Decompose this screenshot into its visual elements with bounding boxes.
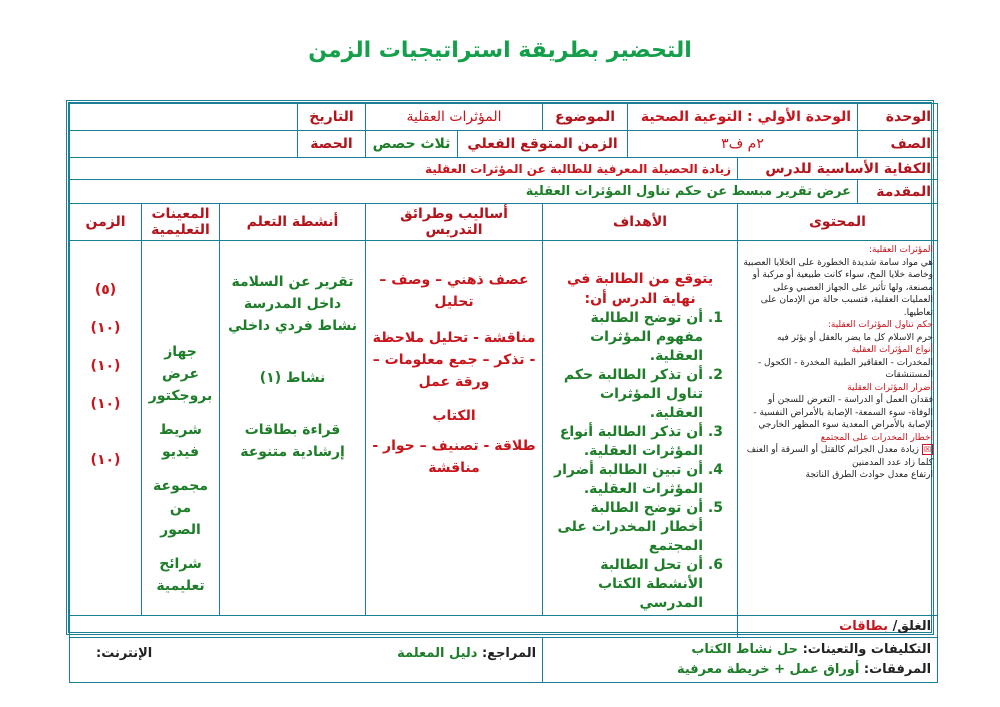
- time-value: (٥): [94, 282, 117, 298]
- header-goals: الأهداف: [543, 204, 738, 241]
- expected-time-label: الزمن المتوقع الفعلي: [458, 131, 628, 158]
- goal-item: 2. أن تذكر الطالبة حكم تناول المؤثرات العقلية.: [553, 366, 703, 423]
- aid-video: شريط فيديو: [159, 422, 202, 460]
- topic-value: المؤثرات العقلية: [366, 104, 543, 131]
- content-harms-text: فقدان العمل أو الدراسة - التعرض للسجن أو الوفاة- سوء السمعة- الإصابة بالأمراض النفسية - الإصابة بالأمراض المعدية سوء المظهر الخارجي: [753, 395, 934, 430]
- unit-value: الوحدة الأولي : التوعية الصحية: [628, 104, 858, 131]
- assignments-value: حل نشاط الكتاب: [691, 642, 799, 657]
- goal-item: 4. أن تبين الطالبة أضرار المؤثرات العقلية.: [553, 461, 703, 499]
- aid-pictures: مجموعة من الصور: [153, 478, 208, 538]
- closing-cell: [738, 616, 938, 638]
- footer-references-cell: [70, 638, 543, 683]
- content-mind-altering-title: المؤثرات العقلية:: [868, 245, 934, 255]
- content-types-text: المخدرات - العقاقير الطبية المخدرة - الكحول - المستنشقات: [757, 357, 934, 380]
- activity-cards: قراءة بطاقات إرشادية متنوعة: [240, 422, 345, 460]
- unit-label: الوحدة: [858, 104, 938, 131]
- grade-value: ٢م ف٣: [628, 131, 858, 158]
- footer-assignments-cell: [543, 638, 938, 683]
- references-group: [397, 644, 536, 664]
- closing-label: الغلق/: [892, 619, 932, 634]
- closing-row: [70, 616, 938, 638]
- activities-cell: [220, 241, 366, 616]
- page-title: التحضير بطريقة استراتيجيات الزمن: [308, 38, 692, 63]
- columns-header-row: [70, 204, 938, 241]
- goals-list: [549, 309, 731, 613]
- lesson-plan-table: [69, 103, 938, 683]
- header-content: المحتوى: [738, 204, 938, 241]
- grade-row: [70, 131, 938, 158]
- goal-item: 1. أن توضح الطالبة مفهوم المؤثرات العقلية.: [553, 309, 703, 366]
- topic-label: الموضوع: [543, 104, 628, 131]
- aid-slides: شرائح تعليمية: [156, 556, 205, 594]
- closing-value: بطاقات: [839, 619, 889, 634]
- goal-item: 6. أن تحل الطالبة الأنشطة الكتاب المدرسي: [553, 556, 703, 613]
- content-ruling-text: حرم الاسلام كل ما يضر بالعقل أو يؤثر فيه: [776, 332, 934, 343]
- time-value: (١٠): [90, 396, 121, 412]
- method-fluency: طلاقة - تصنيف – حوار - مناقشة: [372, 438, 536, 476]
- closing-empty: [70, 616, 738, 638]
- goal-item: 5. أن توضح الطالبة أخطار المخدرات على المجتمع: [553, 499, 703, 556]
- internet-label: الإنترنت:: [96, 646, 153, 661]
- intro-value: عرض تقرير مبسط عن حكم تناول المؤثرات العقلية: [70, 180, 858, 204]
- header-aids: المعينات التعليمية: [142, 204, 220, 241]
- date-value: [70, 104, 298, 131]
- content-dangers-text: زيادة معدل الجرائم كالقتل أو السرقة أو العنف كلما زاد عدد المدمنين: [746, 445, 934, 468]
- unit-row: [70, 104, 938, 131]
- activity-report: تقرير عن السلامة داخل المدرسة: [231, 274, 354, 312]
- methods-cell: [366, 241, 543, 616]
- references-value: دليل المعلمة: [397, 646, 478, 661]
- content-dangers-text-2: ارتفاع معدل حوادث الطرق الناتجة: [805, 470, 934, 480]
- method-discussion: مناقشة - تحليل ملاحظة - تذكر – جمع معلومات – ورقة عمل: [372, 330, 536, 390]
- content-dangers-item: [742, 444, 933, 469]
- checkbox-icon: ☒: [923, 445, 932, 454]
- intro-row: [70, 180, 938, 204]
- attachments-line: [549, 660, 931, 680]
- competency-value: زيادة الحصيلة المعرفية للطالبة عن المؤثرات العقلية: [70, 158, 738, 180]
- competency-label: الكفاية الأساسية للدرس: [738, 158, 938, 180]
- method-book: الكتاب: [432, 408, 476, 424]
- date-label: التاريخ: [298, 104, 366, 131]
- attachments-value: أوراق عمل + خريطة معرفية: [676, 662, 860, 677]
- activity-one: نشاط (١): [259, 370, 326, 386]
- main-body-row: [70, 241, 938, 616]
- lesson-plan-frame: [66, 100, 934, 677]
- activity-individual: نشاط فردي داخلي: [228, 318, 357, 334]
- content-mind-altering-text: هي مواد سامة شديدة الخطورة على الخلايا العصبية وخاصة خلايا المخ، سواء كانت طبيعية أو مركبة أو مصنعة، ولها تأثير على الجهاز العصبي وعلى العمليات العقلية، فتسبب حالة من الإدمان على تعاطيها.: [743, 257, 934, 318]
- goals-cell: [543, 241, 738, 616]
- method-brainstorm: عصف ذهني – وصف – تحليل: [379, 272, 529, 310]
- time-value: (١٠): [90, 358, 121, 374]
- time-value: (١٠): [90, 320, 121, 336]
- goal-item: 3. أن تذكر الطالبة أنواع المؤثرات العقلية.: [553, 423, 703, 461]
- aid-projector: جهاز عرض بروجكتور: [148, 344, 213, 404]
- content-harms-title: أضرار المؤثرات العقلية: [847, 382, 934, 393]
- footer-row: [70, 638, 938, 683]
- content-dangers-title: أخطار المخدرات على المجتمع: [820, 432, 934, 443]
- references-line: [76, 644, 536, 664]
- goals-intro: يتوقع من الطالبة في نهاية الدرس أن:: [566, 271, 714, 307]
- period-label: الحصة: [298, 131, 366, 158]
- expected-time-value: ثلاث حصص: [366, 131, 458, 158]
- intro-label: المقدمة: [858, 180, 938, 204]
- content-ruling-title: حكم تناول المؤثرات العقلية:: [827, 320, 934, 330]
- header-activities: أنشطة التعلم: [220, 204, 366, 241]
- content-types-title: أنواع المؤثرات العقلية: [851, 345, 934, 355]
- header-methods: أساليب وطرائق التدريس: [366, 204, 543, 241]
- competency-row: [70, 158, 938, 180]
- content-cell: [738, 241, 938, 616]
- period-value: [70, 131, 298, 158]
- header-time: الزمن: [70, 204, 142, 241]
- attachments-label: المرفقات:: [863, 662, 932, 677]
- aids-cell: [142, 241, 220, 616]
- time-cell: [70, 241, 142, 616]
- time-value: (١٠): [90, 452, 121, 468]
- grade-label: الصف: [858, 131, 938, 158]
- assignments-label: التكليفات والتعينات:: [802, 642, 932, 657]
- assignments-line: [549, 640, 931, 660]
- references-label: المراجع:: [481, 646, 537, 661]
